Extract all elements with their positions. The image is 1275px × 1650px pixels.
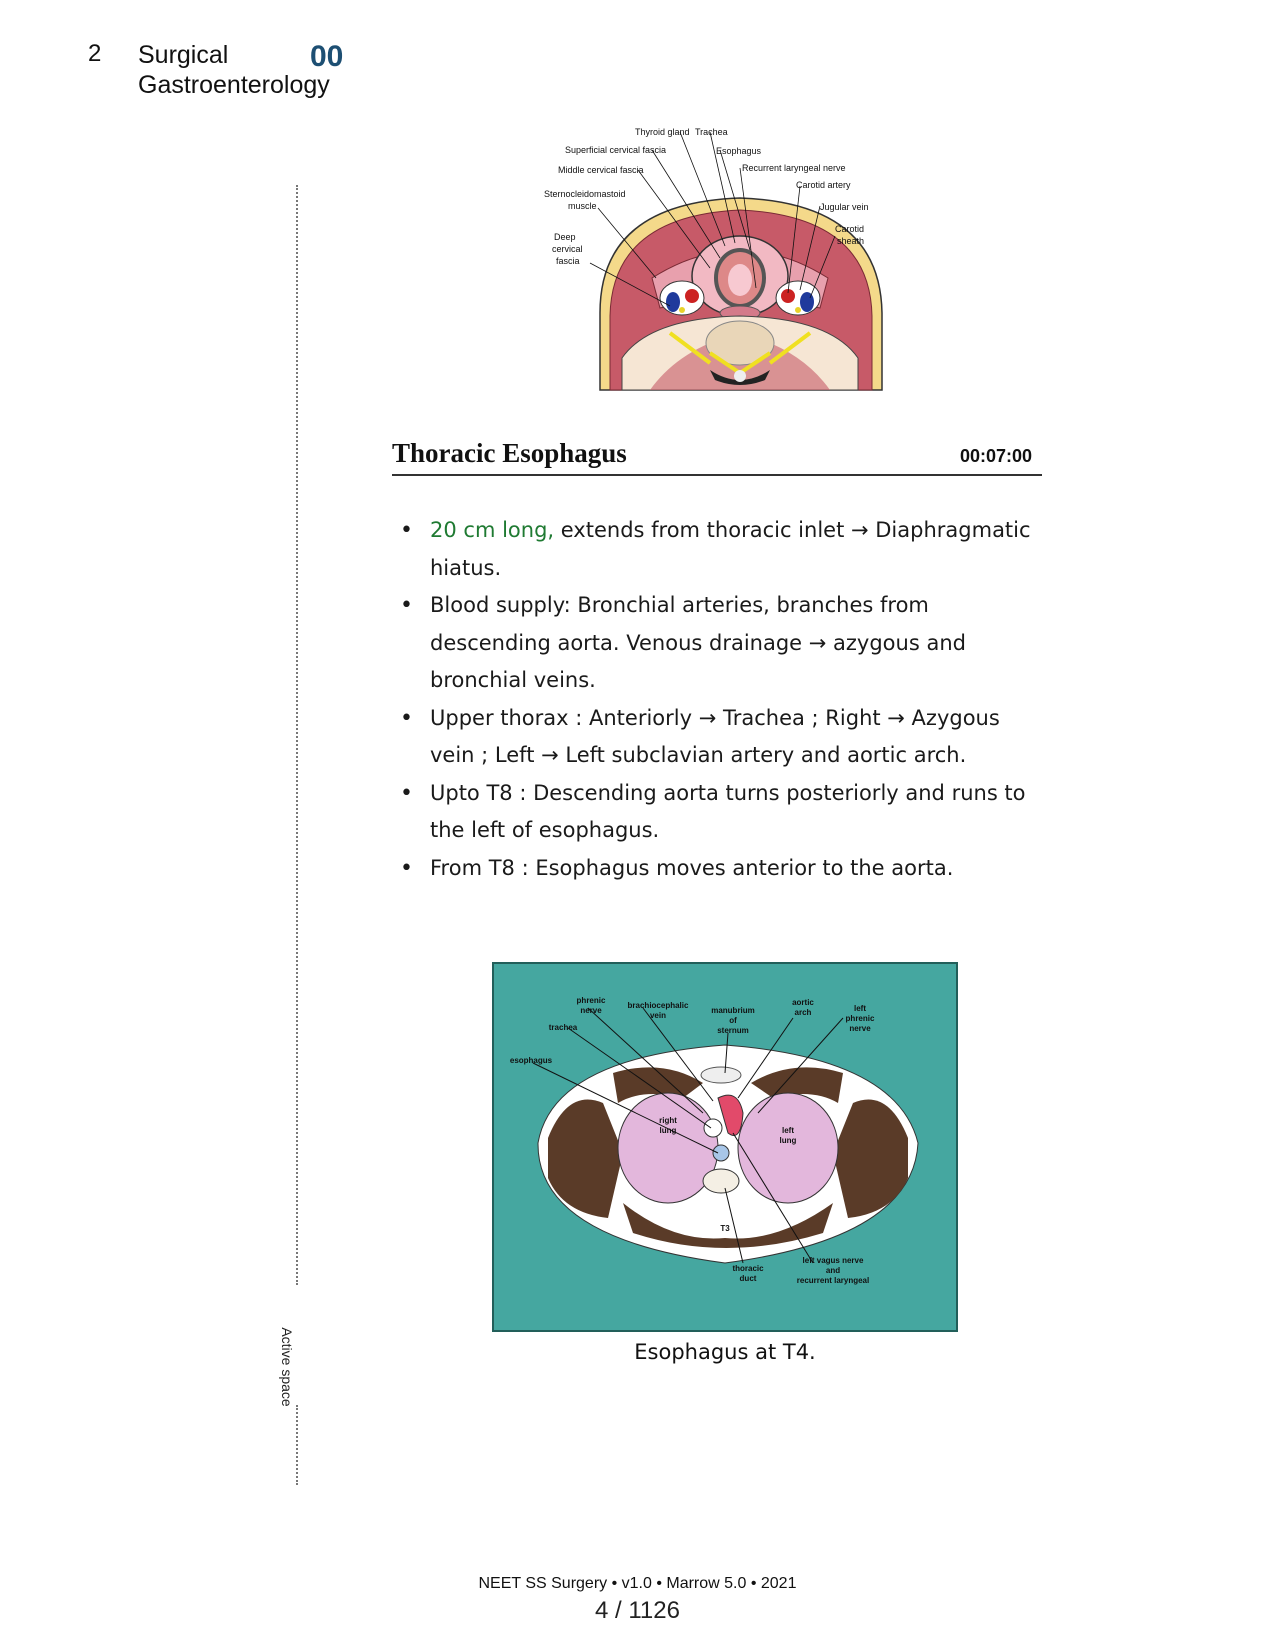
label-trachea: trachea bbox=[548, 1023, 578, 1032]
label-duct-2: duct bbox=[739, 1274, 757, 1283]
label-manubrium-3: sternum bbox=[717, 1026, 749, 1035]
label-sheath-2: sheath bbox=[837, 236, 865, 246]
label-recurrent-nerve: Recurrent laryngeal nerve bbox=[742, 163, 846, 173]
subject-line-2: Gastroenterology bbox=[138, 71, 330, 99]
label-right-lung-2: lung bbox=[659, 1126, 677, 1135]
label-brachio-2: vein bbox=[649, 1011, 667, 1020]
label-vagus-2: and bbox=[825, 1266, 841, 1275]
bullet-highlight: 20 cm long, bbox=[430, 518, 555, 542]
label-left-lung-2: lung bbox=[779, 1136, 797, 1145]
active-space-rule-bottom bbox=[296, 1405, 298, 1485]
label-manubrium-2: of bbox=[729, 1016, 737, 1025]
active-space-rule-top bbox=[296, 185, 298, 1285]
neck-cross-section-figure bbox=[544, 127, 920, 390]
label-vagus-1: left vagus nerve bbox=[802, 1256, 864, 1265]
bullet-text: extends from thoracic inlet → Diaphragmatic hiatus. bbox=[430, 518, 1031, 580]
label-manubrium-1: manubrium bbox=[711, 1006, 755, 1015]
label-t3: T3 bbox=[720, 1224, 730, 1233]
label-jugular-vein: Jugular vein bbox=[820, 202, 869, 212]
figure-caption: Esophagus at T4. bbox=[634, 1340, 816, 1364]
subject-title bbox=[138, 40, 330, 100]
label-scm-1: Sternocleidomastoid bbox=[544, 189, 626, 199]
label-aortic-2: arch bbox=[794, 1008, 812, 1017]
label-aortic-1: aortic bbox=[792, 998, 814, 1007]
bullet-dot: • bbox=[400, 593, 413, 618]
bullet-item bbox=[398, 512, 1038, 587]
label-deep-3: fascia bbox=[556, 256, 580, 266]
label-trachea: Trachea bbox=[695, 127, 728, 137]
footer-meta: NEET SS Surgery • v1.0 • Marrow 5.0 • 2021 bbox=[478, 1575, 797, 1592]
bullet-item bbox=[398, 775, 1038, 850]
label-sheath-1: Carotid bbox=[835, 224, 865, 234]
label-phrenic-1: phrenic bbox=[576, 996, 606, 1005]
section-divider bbox=[392, 474, 1042, 476]
bullet-text: Upper thorax : Anteriorly → Trachea ; Right → Azygous vein ; Left → Left subclavian artery and aortic arch. bbox=[430, 705, 1000, 767]
label-left-lung-1: left bbox=[782, 1126, 794, 1135]
chapter-number: 00 bbox=[310, 40, 344, 73]
section-title: Thoracic Esophagus bbox=[392, 438, 627, 468]
label-carotid-artery: Carotid artery bbox=[796, 180, 851, 190]
bullet-item bbox=[398, 587, 1038, 700]
bullet-text: Upto T8 : Descending aorta turns posteriorly and runs to the left of esophagus. bbox=[430, 780, 1026, 842]
label-deep-1: Deep bbox=[554, 232, 576, 242]
thorax-cross-section-figure bbox=[493, 963, 957, 1331]
page-number: 2 bbox=[88, 40, 102, 67]
label-brachio-1: brachiocephalic bbox=[627, 1001, 689, 1010]
page-indicator: 4 / 1126 bbox=[595, 1597, 680, 1624]
label-middle-fascia: Middle cervical fascia bbox=[558, 165, 644, 175]
label-lphrenic-2: phrenic bbox=[845, 1014, 875, 1023]
active-space-label: Active space bbox=[279, 1327, 295, 1407]
label-superficial-fascia: Superficial cervical fascia bbox=[565, 145, 667, 155]
bullet-text: From T8 : Esophagus moves anterior to the aorta. bbox=[430, 855, 954, 880]
bullet-dot: • bbox=[400, 705, 413, 731]
bullet-dot: • bbox=[400, 518, 413, 543]
label-vagus-3: recurrent laryngeal bbox=[796, 1276, 870, 1285]
label-thyroid-gland: Thyroid gland bbox=[635, 127, 690, 137]
label-lphrenic-3: nerve bbox=[849, 1024, 871, 1033]
label-right-lung-1: right bbox=[659, 1116, 677, 1125]
video-timestamp[interactable]: 00:07:00 bbox=[960, 446, 1033, 466]
bullet-item bbox=[398, 700, 1038, 775]
bullet-text: Blood supply: Bronchial arteries, branches from descending aorta. Venous drainage → azygous and bronchial veins. bbox=[430, 593, 966, 692]
bullet-dot: • bbox=[400, 780, 413, 806]
label-duct-1: thoracic bbox=[732, 1264, 764, 1273]
bullet-item bbox=[398, 850, 1038, 888]
subject-line-1: Surgical bbox=[138, 41, 229, 69]
label-esophagus: esophagus bbox=[509, 1056, 553, 1065]
label-phrenic-2: nerve bbox=[580, 1006, 602, 1015]
label-scm-2: muscle bbox=[568, 201, 597, 211]
label-lphrenic-1: left bbox=[854, 1004, 866, 1013]
label-esophagus: Esophagus bbox=[716, 146, 762, 156]
label-deep-2: cervical bbox=[552, 244, 583, 254]
bullet-list bbox=[398, 512, 1038, 887]
bullet-dot: • bbox=[400, 855, 413, 881]
